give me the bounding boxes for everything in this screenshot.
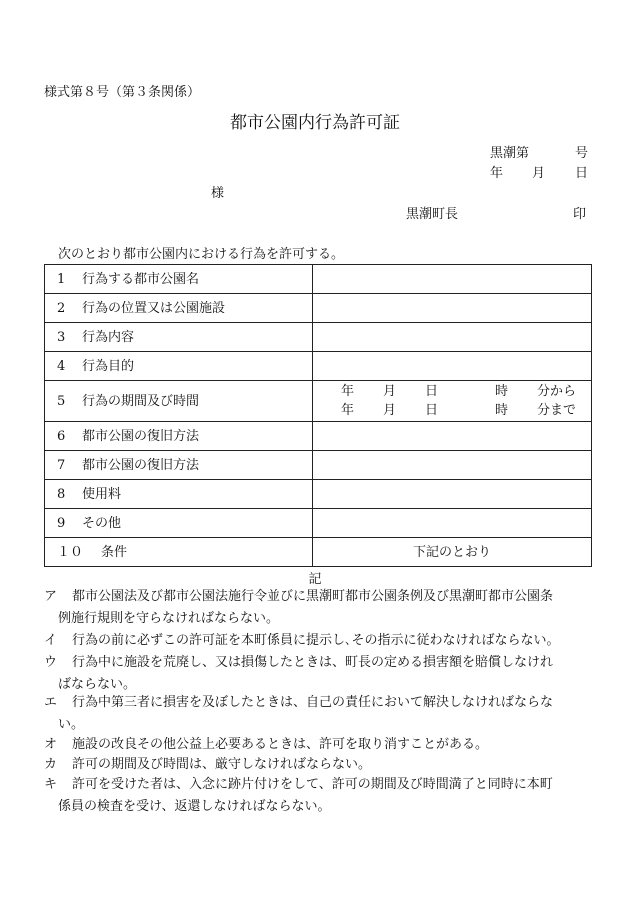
row-value [313,480,592,509]
table-row [45,538,592,567]
row-label: 6 都市公園の復旧方法 [45,422,313,451]
permit-number [490,146,589,161]
addressee: 様 [211,186,225,201]
table-row [45,509,592,538]
table-row [45,451,592,480]
note-item [44,586,594,630]
note-mark: イ [44,633,58,648]
permit-table [44,264,592,567]
document-title: 都市公園内行為許可証 [230,113,400,133]
row-label: 3 行為内容 [45,323,313,352]
date-year: 年 [490,166,504,181]
row-label: 5 行為の期間及び時間 [45,381,313,422]
note-mark: カ [44,757,58,772]
note-item [44,754,594,776]
note-item [44,630,594,652]
note-line: 例施行規則を守らなければならない。 [58,611,280,626]
period-to: 年 月 日 時 分まで [341,403,577,418]
date-day: 日 [575,166,589,181]
row-value [313,509,592,538]
table-row [45,294,592,323]
permit-suffix: 号 [575,146,589,161]
condition-value: 下記のとおり [313,538,592,567]
table-row [45,480,592,509]
note-line: 行為中第三者に損害を及ぼしたときは、自己の責任において解決しなければならな [72,695,554,710]
note-item [44,774,594,818]
row-label: 2 行為の位置又は公園施設 [45,294,313,323]
table-row [45,323,592,352]
note-item [44,652,594,696]
note-mark: ウ [44,655,58,670]
table-row [45,422,592,451]
permit-prefix: 黒潮第 [490,146,530,161]
row-label: 4 行為目的 [45,352,313,381]
row-value [313,265,592,294]
note-line: ばならない。 [58,677,137,692]
note-line: い。 [58,717,85,732]
note-mark: ア [44,589,58,604]
note-mark: オ [44,737,58,752]
note-item [44,692,594,736]
note-item [44,734,594,756]
note-line: 許可の期間及び時間は、厳守しなければならない。 [72,757,372,772]
row-label: １０ 条件 [45,538,313,567]
seal-mark: 印 [573,207,587,222]
row-label: 8 使用料 [45,480,313,509]
note-line: 行為中に施設を荒廃し、又は損傷したときは、町長の定める損害額を賠償しなけれ [72,655,554,670]
table-row [45,381,592,422]
note-line: 都市公園法及び都市公園法施行令並びに黒潮町都市公園条例及び黒潮町都市公園条 [72,589,554,604]
period-from: 年 月 日 時 分から [341,384,577,399]
row-value [313,323,592,352]
note-line: 施設の改良その他公益上必要あるときは、許可を取り消すことがある。 [72,737,489,752]
row-value [313,422,592,451]
notes-heading: 記 [308,572,322,587]
date-month: 月 [532,166,546,181]
note-mark: キ [44,777,58,792]
row-value [313,451,592,480]
issuer: 黒潮町長 [406,207,459,222]
row-label: 9 その他 [45,509,313,538]
intro-text: 次のとおり都市公園内における行為を許可する。 [58,247,345,262]
row-value [313,352,592,381]
period-value [313,381,592,422]
table-row [45,352,592,381]
form-number: 様式第８号（第３条関係） [44,85,201,100]
table-row [45,265,592,294]
note-line: 行為の前に必ずこの許可証を本町係員に提示し､その指示に従わなければならない。 [72,633,560,648]
row-label: 1 行為する都市公園名 [45,265,313,294]
row-label: 7 都市公園の復旧方法 [45,451,313,480]
row-value [313,294,592,323]
note-line: 係員の検査を受け、返還しなければならない。 [58,799,331,814]
note-line: 許可を受けた者は、入念に跡片付けをして、許可の期間及び時間満了と同時に本町 [72,777,553,792]
note-mark: エ [44,695,58,710]
